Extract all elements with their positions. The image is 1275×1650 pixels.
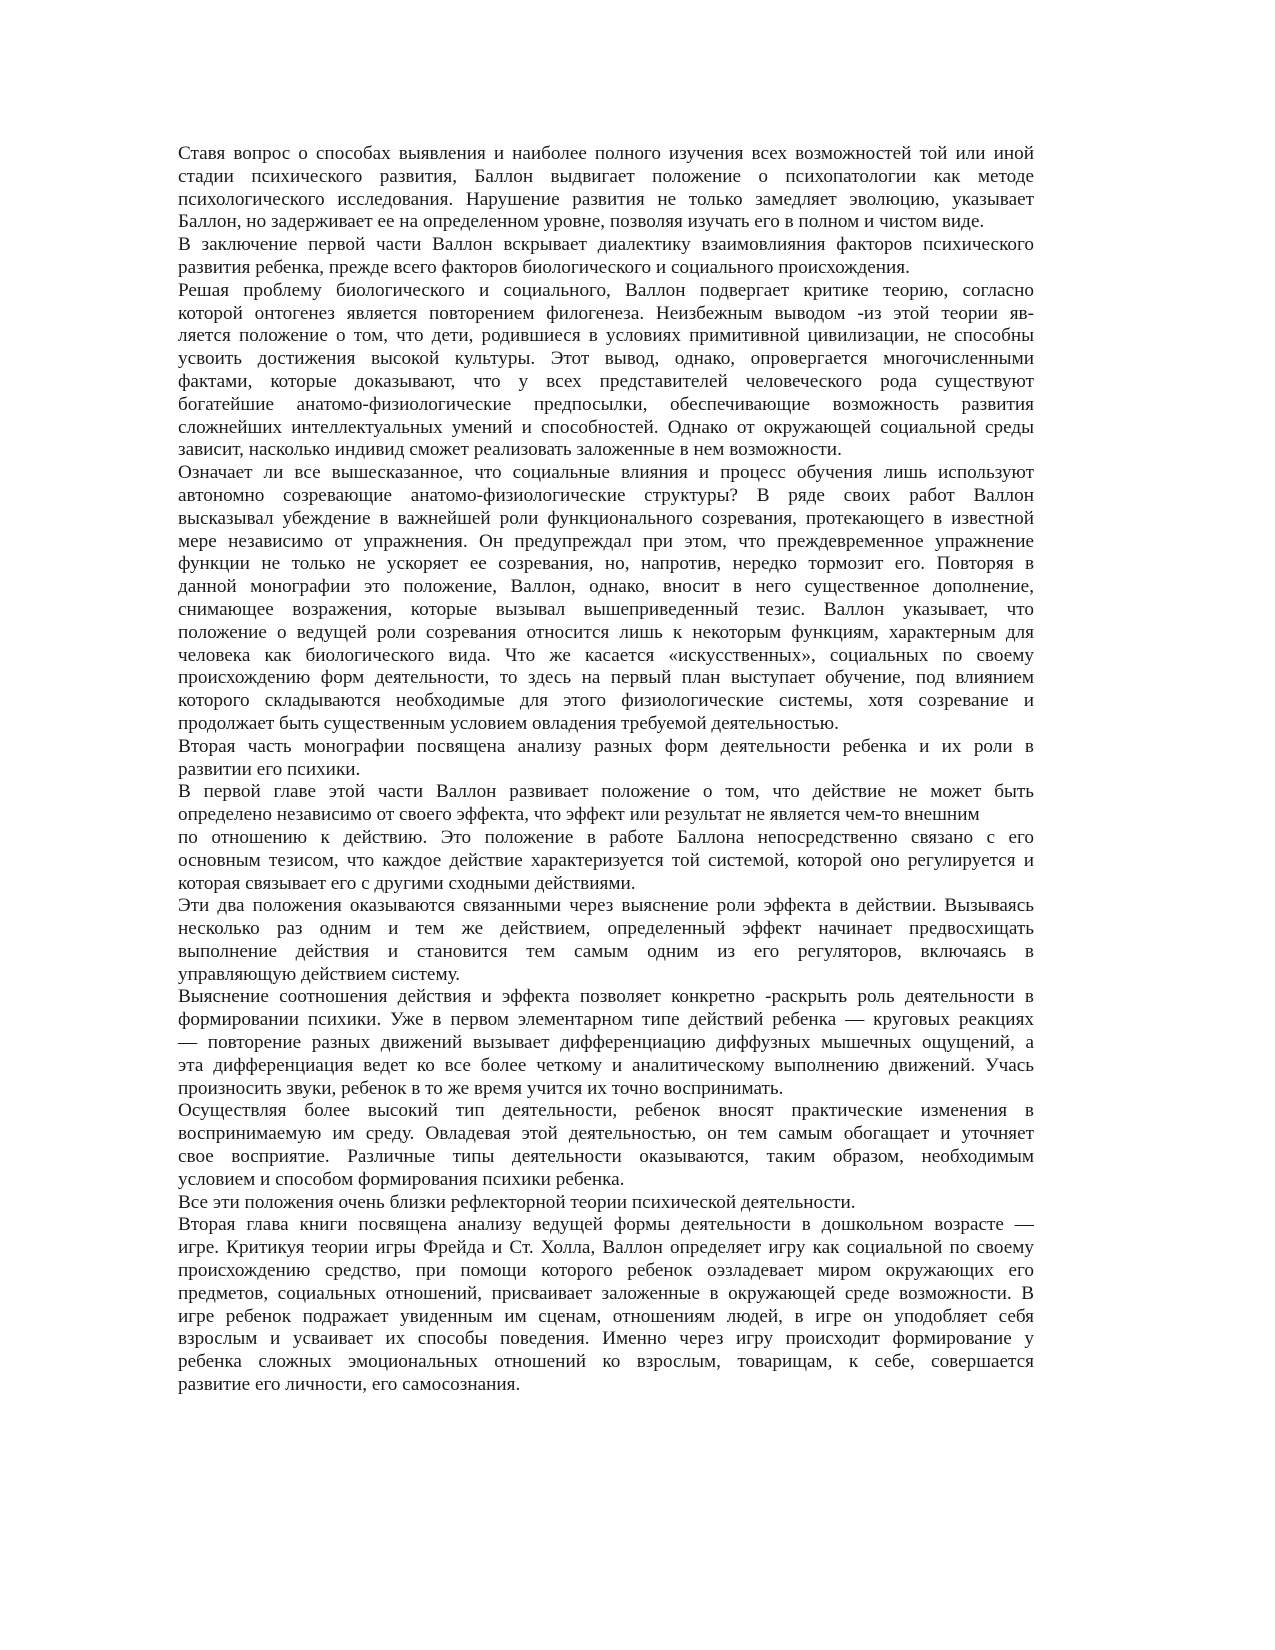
text-line: стадии психического развития, Баллон выдвигает положение о психопатологии как методе xyxy=(178,165,1034,187)
text-line: управляющую действием систему. xyxy=(178,963,461,985)
paragraph xyxy=(178,143,1034,234)
paragraph xyxy=(178,280,1034,462)
document-page xyxy=(178,143,1034,1397)
text-line: усвоить достижения высокой культуры. Этот вывод, однако, опровергается многочисленными xyxy=(178,348,1034,370)
text-line: игре ребенок подражает увиденным им сценам, отношениям людей, в игре он уподобляет себя xyxy=(178,1305,1034,1327)
text-line: Баллон, но задерживает ее на определенном уровне, позволяя изучать его в полном и чистом виде. xyxy=(178,211,985,233)
text-line: психологического исследования. Нарушение развития не только замедляет эволюцию, указывает xyxy=(178,188,1034,210)
text-line: ляется положение о том, что дети, родившиеся в условиях примитивной цивилизации, не способны xyxy=(178,325,1034,347)
paragraph xyxy=(178,234,1034,280)
paragraph xyxy=(178,986,1034,1100)
text-line: Означает ли все вышесказанное, что социальные влияния и процесс обучения лишь используют xyxy=(178,462,1034,484)
text-line: ребенка сложных эмоциональных отношений ко взрослым, товарищам, к себе, совершается xyxy=(178,1351,1034,1373)
text-line: развития ребенка, прежде всего факторов биологического и социального происхождения. xyxy=(178,256,910,278)
text-line: человека как биологического вида. Что же касается «искусственных», социальных по своему xyxy=(178,644,1034,666)
text-line: игре. Критикуя теории игры Фрейда и Ст. Холла, Валлон определяет игру как социальной по своему xyxy=(178,1237,1034,1259)
text-line: продолжает быть существенным условием овладения требуемой деятельностью. xyxy=(178,712,839,734)
text-line: богатейшие анатомо-физиологические предпосылки, обеспечивающие возможность развития xyxy=(178,393,1034,415)
text-line: фактами, которые доказывают, что у всех представителей человеческого рода существуют xyxy=(178,370,1034,392)
text-line: которая связывает его с другими сходными действиями. xyxy=(178,872,636,894)
text-line: Ставя вопрос о способах выявления и наиболее полного изучения всех возможностей той или иной xyxy=(178,143,1034,164)
text-line: свое восприятие. Различные типы деятельности оказываются, таким образом, необходимым xyxy=(178,1146,1034,1168)
paragraph xyxy=(178,1100,1034,1191)
text-line: Осуществляя более высокий тип деятельности, ребенок вносят практические изменения в xyxy=(178,1100,1034,1122)
text-line: положение о ведущей роли созревания относится лишь к некоторым функциям, характерным для xyxy=(178,621,1034,643)
text-line: Эти два положения оказываются связанными через выяснение роли эффекта в действии. Вызываясь xyxy=(178,895,1034,917)
text-line: зависит, насколько индивид сможет реализовать заложенные в нем возможности. xyxy=(178,439,842,461)
text-line: воспринимаемую им среду. Овладевая этой деятельностью, он тем самым обогащает и уточняет xyxy=(178,1123,1034,1145)
text-line: предметов, социальных отношений, присваивает заложенные в окружающей среде возможности. В xyxy=(178,1282,1034,1304)
paragraph xyxy=(178,736,1034,782)
text-line: происхождению форм деятельности, то здесь на первый план выступает обучение, под влиянием xyxy=(178,667,1034,689)
paragraph xyxy=(178,1214,1034,1396)
text-line: развитии его психики. xyxy=(178,758,361,780)
text-line: происхождению средство, при помощи которого ребенок оэзладевает миром окружающих его xyxy=(178,1260,1034,1282)
text-line: автономно созревающие анатомо-физиологические структуры? В ряде своих работ Валлон xyxy=(178,484,1034,506)
text-line: данной монографии это положение, Валлон, однако, вносит в него существенное дополнение, xyxy=(178,576,1034,598)
text-line: эта дифференциация ведет ко все более четкому и аналитическому выполнению движений. Учась xyxy=(178,1054,1034,1076)
text-line: функции не только не ускоряет ее созревания, но, напротив, нередко тормозит его. Повторяя в xyxy=(178,553,1034,575)
paragraph xyxy=(178,1192,1034,1215)
text-line: условием и способом формирования психики ребенка. xyxy=(178,1168,625,1190)
text-line: выполнение действия и становится тем самым одним из его регуляторов, включаясь в xyxy=(178,940,1034,962)
text-line: Все эти положения очень близки рефлекторной теории психической деятельности. xyxy=(178,1191,856,1213)
text-line: высказывал убеждение в важнейшей роли функционального созревания, протекающего в известной xyxy=(178,507,1034,529)
text-line: Выяснение соотношения действия и эффекта позволяет конкретно -раскрыть роль деятельности в xyxy=(178,986,1034,1008)
text-line: по отношению к действию. Это положение в работе Баллона непосредственно связано с его xyxy=(178,826,1034,848)
text-line: определено независимо от своего эффекта, что эффект или результат не является чем-то внешним xyxy=(178,804,980,826)
text-line: произносить звуки, ребенок в то же время учится их точно воспринимать. xyxy=(178,1077,784,1099)
paragraph xyxy=(178,895,1034,986)
text-line: мере независимо от упражнения. Он предупреждал при этом, что преждевременное упражнение xyxy=(178,530,1034,552)
text-line: которой онтогенез является повторением филогенеза. Неизбежным выводом -из этой теории яв- xyxy=(178,302,1034,324)
text-line: Вторая глава книги посвящена анализу ведущей формы деятельности в дошкольном возрасте — xyxy=(178,1214,1034,1236)
paragraph xyxy=(178,462,1034,736)
text-line: В первой главе этой части Валлон развивает положение о том, что действие не может быть xyxy=(178,781,1034,803)
text-line: взрослым и усваивает их способы поведения. Именно через игру происходит формирование у xyxy=(178,1328,1034,1350)
text-line: которого складываются необходимые для этого физиологические системы, хотя созревание и xyxy=(178,690,1034,712)
text-line: развитие его личности, его самосознания. xyxy=(178,1374,521,1396)
text-line: снимающее возражения, которые вызывал вышеприведенный тезис. Валлон указывает, что xyxy=(178,598,1034,620)
paragraph xyxy=(178,781,1034,895)
text-line: несколько раз одним и тем же действием, определенный эффект начинает предвосхищать xyxy=(178,918,1034,940)
text-line: Решая проблему биологического и социального, Валлон подвергает критике теорию, согласно xyxy=(178,279,1034,301)
text-line: В заключение первой части Валлон вскрывает диалектику взаимовлияния факторов психического xyxy=(178,234,1034,256)
text-line: сложнейших интеллектуальных умений и способностей. Однако от окружающей социальной среды xyxy=(178,416,1034,438)
text-line: основным тезисом, что каждое действие характеризуется той системой, которой оно регулируется и xyxy=(178,849,1034,871)
text-line: Вторая часть монографии посвящена анализу разных форм деятельности ребенка и их роли в xyxy=(178,735,1034,757)
text-line: формировании психики. Уже в первом элементарном типе действий ребенка — круговых реакциях xyxy=(178,1009,1034,1031)
text-line: — повторение разных движений вызывает дифференциацию диффузных мышечных ощущений, а xyxy=(178,1032,1034,1054)
